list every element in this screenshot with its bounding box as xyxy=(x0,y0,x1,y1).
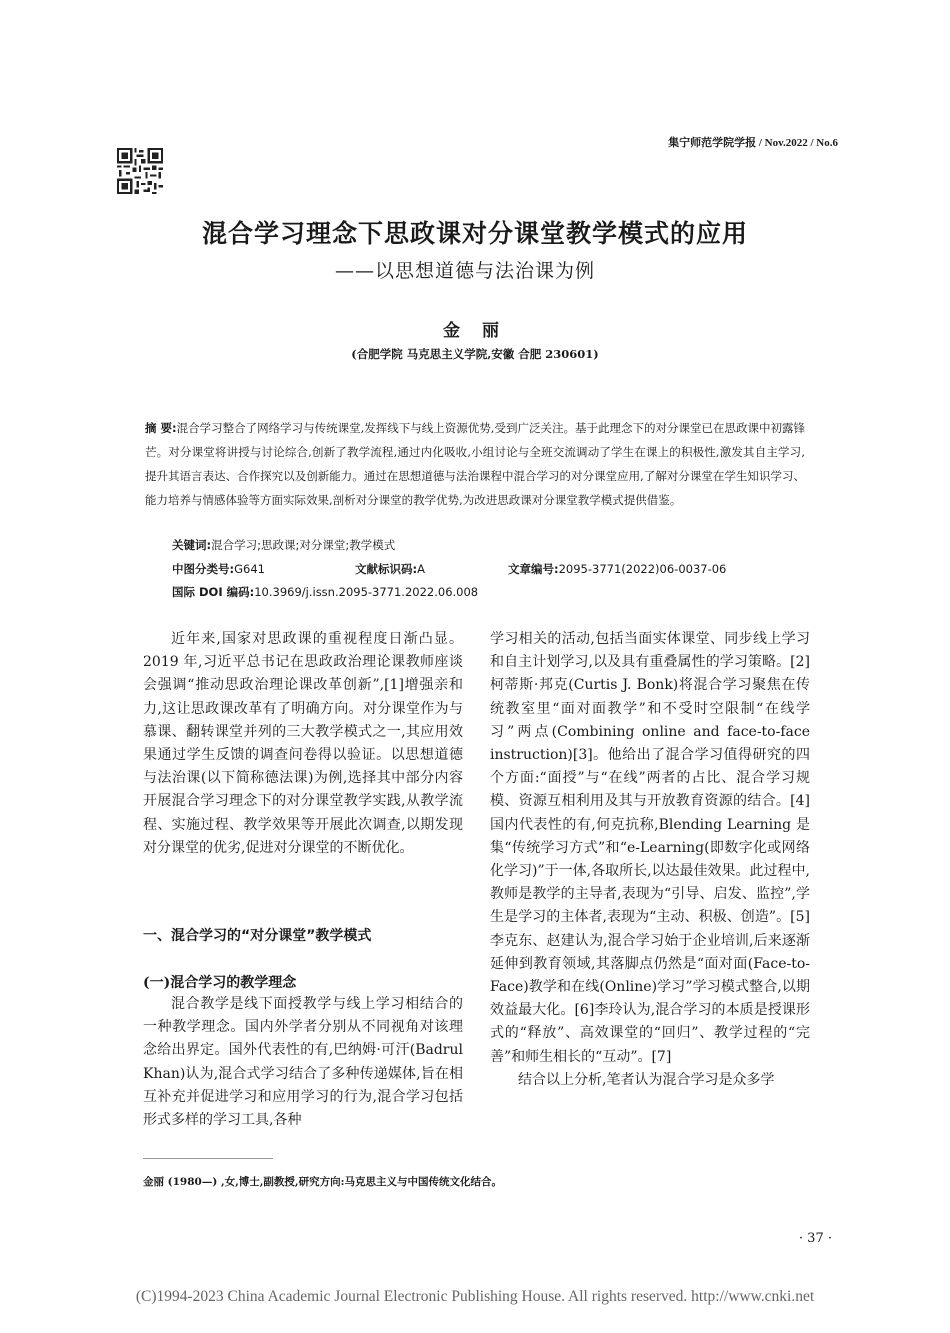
left-column-intro xyxy=(143,628,463,860)
qr-code-icon xyxy=(117,148,163,194)
copyright-notice: (C)1994-2023 China Academic Journal Electronic Publishing House. All rights reserved. http://www.cnki.net xyxy=(135,1288,815,1305)
body-paragraph: 混合教学是线下面授教学与线上学习相结合的一种教学理念。国内外学者分别从不同视角对该理念给出界定。国外代表性的有,巴纳姆·可汗(Badrul Khan)认为,混合式学习结合了多种传递媒体,旨在相互补充并促进学习和应用学习的行为,混合学习包括形式多样的学习工具,各种 xyxy=(143,996,463,1129)
doi-line xyxy=(172,584,478,600)
article-subtitle: ——以思想道德与法治课为例 xyxy=(335,260,596,282)
doi-value: 10.3969/j.issn.2095-3771.2022.06.008 xyxy=(254,585,479,599)
abstract-label: 摘 要: xyxy=(145,421,177,435)
abstract-text: 混合学习整合了网络学习与传统课堂,发挥线下与线上资源优势,受到广泛关注。基于此理念下的对分课堂已在思政课中初露锋芒。对分课堂将讲授与讨论综合,创新了教学流程,通过内化吸收,小组讨论与全班交流调动了学生在课上的积极性,激发其自主学习,提升其语言表达、合作探究以及创新能力。通过在思想道德与法治课程中混合学习的对分课堂应用,了解对分课堂在学生知识学习、能力培养与情感体验等方面实际效果,剖析对分课堂的教学优势,为改进思政课对分课堂教学模式提供借鉴。 xyxy=(145,421,805,507)
clc-value: G641 xyxy=(234,562,265,576)
keywords-line xyxy=(172,537,395,553)
intro-paragraph: 近年来,国家对思政课的重视程度日渐凸显。2019 年,习近平总书记在思政政治理论课教师座谈会强调“推动思政治理论课改革创新”,[1]增强亲和力,这让思政课改革有了明确方向。对分课堂作为与慕课、翻转课堂并列的三大教学模式之一,其应用效果通过学生反馈的调查问卷得以验证。以思想道德与法治课(以下简称德法课)为例,选择其中部分内容开展混合学习理念下的对分课堂教学实践,从教学流程、实施过程、教学效果等开展此次调查,以期发现对分课堂的优劣,促进对分课堂的不断优化。 xyxy=(143,631,463,856)
left-column-body xyxy=(143,993,463,1132)
journal-header: 集宁师范学院学报 / Nov.2022 / No.6 xyxy=(668,137,838,149)
right-paragraph-2: 结合以上分析,笔者认为混合学习是众多学 xyxy=(518,1071,775,1088)
doc-code-value: A xyxy=(417,562,425,576)
subsection-heading-1-1: (一)混合学习的教学理念 xyxy=(143,975,297,991)
page-number: · 37 · xyxy=(798,1231,832,1246)
doi-label: 国际 DOI 编码: xyxy=(172,585,255,599)
clc-label: 中图分类号: xyxy=(172,562,235,576)
author-name: 金 丽 xyxy=(443,321,507,341)
keywords-label: 关键词: xyxy=(172,538,212,552)
right-column xyxy=(490,628,810,1092)
footnote-divider xyxy=(143,1158,273,1159)
article-number-line xyxy=(508,561,726,577)
abstract-block xyxy=(145,416,805,512)
doc-code-label: 文献标识码: xyxy=(355,562,418,576)
keywords-value: 混合学习;思政课;对分课堂;教学模式 xyxy=(211,538,396,552)
article-title: 混合学习理念下思政课对分课堂教学模式的应用 xyxy=(201,219,748,248)
author-affiliation: (合肥学院 马克思主义学院,安徽 合肥 230601) xyxy=(351,347,599,361)
article-number-label: 文章编号: xyxy=(508,562,559,576)
article-number-value: 2095-3771(2022)06-0037-06 xyxy=(558,562,727,576)
author-footnote: 金丽 (1980—) ,女,博士,副教授,研究方向:马克思主义与中国传统文化结合。 xyxy=(143,1176,502,1188)
clc-line xyxy=(172,561,265,577)
right-paragraph-1: 学习相关的活动,包括当面实体课堂、同步线上学习和自主计划学习,以及具有重叠属性的学习策略。[2]柯蒂斯·邦克(Curtis J. Bonk)将混合学习聚焦在传统教室里“面对面教学”和不受时空限制“在线学习”两点(Combining online and face-to-face instruction)[3]。他给出了混合学习值得研究的四个方面:“面授”与“在线”两者的占比、混合学习规模、资源互相利用及其与开放教育资源的结合。[4]国内代表性的有,何克抗称,Blending Learning 是集“传统学习方式”和“e-Learning(即数字化或网络化学习)”于一体,各取所长,以达最佳效果。此过程中,教师是教学的主导者,表现为“引导、启发、监控”,学生是学习的主体者,表现为“主动、积极、创造”。[5]李克东、赵建认为,混合学习始于企业培训,后来逐渐延伸到教育领域,其落脚点仍然是“面对面(Face-to-Face)教学和在线(Online)学习”学习模式整合,以期效益最大化。[6]李玲认为,混合学习的本质是授课形式的“释放”、高效课堂的“回归”、教学过程的“完善”和师生相长的“互动”。[7] xyxy=(490,631,810,1065)
doc-code-line xyxy=(355,561,425,577)
section-heading-1: 一、混合学习的“对分课堂”教学模式 xyxy=(143,928,372,944)
